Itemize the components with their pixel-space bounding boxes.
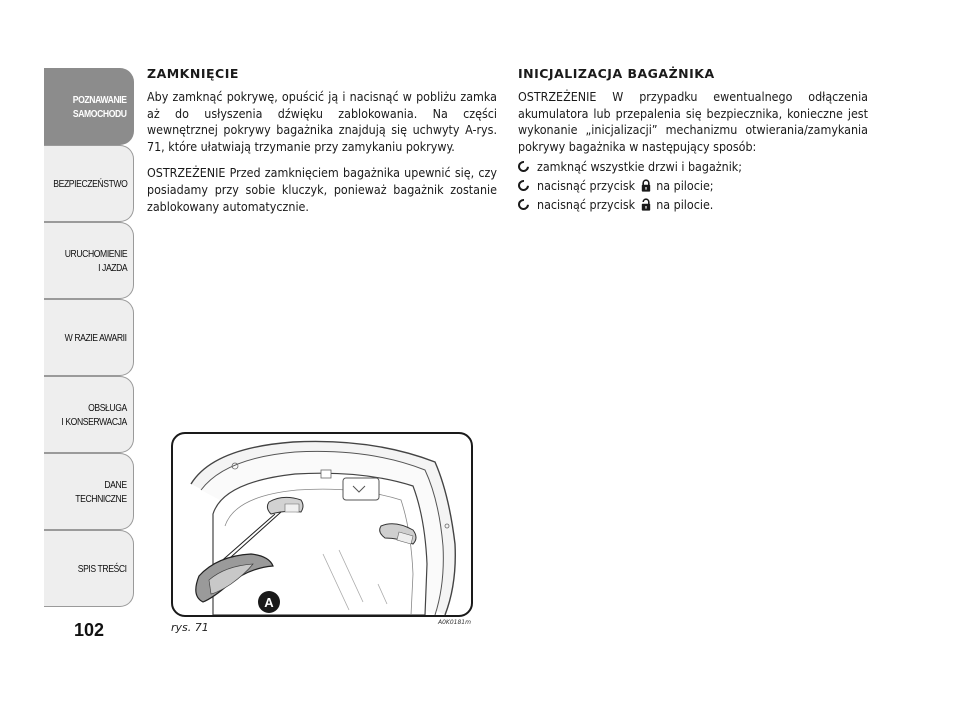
step-text: na pilocie; [656, 177, 714, 193]
step-text: nacisnąć przycisk [537, 196, 636, 212]
paragraph: Aby zamknąć pokrywę, opuścić ją i nacisnąć w pobliżu zamka aż do usłyszenia dźwięku zablokowania. Na części wewnętrznej pokrywy bagażnika znajdują się uchwyty A-rys. 71, które ułatwiają trzymanie przy zamykaniu pokrywy. [147, 88, 497, 155]
tab-label: DANE TECHNICZNE [75, 478, 127, 505]
bullet-icon [516, 178, 531, 193]
tab-poznawanie-samochodu[interactable] [44, 68, 134, 145]
tab-label: URUCHOMIENIE I JAZDA [64, 247, 127, 274]
tab-obsluga-i-konserwacja[interactable] [44, 376, 134, 453]
tab-label: W RAZIE AWARII [64, 331, 127, 344]
step-text: zamknąć wszystkie drzwi i bagażnik; [537, 158, 743, 174]
bullet-icon [516, 159, 531, 174]
trunk-lid-drawing [173, 434, 471, 615]
section-heading: INICJALIZACJA BAGAŻNIKA [518, 66, 715, 81]
tab-label: SPIS TREŚCI [78, 562, 127, 575]
warning-paragraph: OSTRZEŻENIE W przypadku ewentualnego odłączenia akumulatora lub przepalenia się bezpiecznika, konieczne jest wykonanie „inicjalizacji” mechanizmu otwierania/zamykania pokrywy bagażnika w następujący sposób: [518, 88, 868, 155]
section-closing [147, 66, 497, 224]
tab-label: POZNAWANIE SAMOCHODU [73, 93, 127, 120]
section-tabs [44, 68, 134, 607]
tab-dane-techniczne[interactable] [44, 453, 134, 530]
trunk-lid-illustration [171, 432, 473, 617]
list-item [518, 159, 868, 176]
tab-bezpieczenstwo[interactable] [44, 145, 134, 222]
step-text: nacisnąć przycisk [537, 177, 636, 193]
steps-list [518, 159, 868, 213]
lock-closed-icon [641, 179, 651, 192]
list-item [518, 197, 868, 214]
list-item [518, 178, 868, 195]
callout-label: A [264, 595, 274, 610]
tab-label: OBSŁUGA I KONSERWACJA [61, 401, 127, 428]
page-number: 102 [74, 620, 105, 640]
lock-open-icon [641, 198, 651, 211]
tab-w-razie-awarii[interactable] [44, 299, 134, 376]
tab-spis-tresci[interactable] [44, 530, 134, 607]
section-heading: ZAMKNIĘCIE [147, 66, 239, 81]
step-text: na pilocie. [656, 196, 714, 212]
tab-label: BEZPIECZEŃSTWO [52, 177, 127, 190]
figure-caption: rys. 71 [171, 621, 209, 634]
figure-code: A0K0181m [438, 619, 471, 626]
warning-paragraph: OSTRZEŻENIE Przed zamknięciem bagażnika upewnić się, czy posiadamy przy sobie kluczyk, ponieważ bagażnik zostanie zablokowany automatycznie. [147, 164, 497, 214]
section-trunk-initialization [518, 66, 868, 215]
tab-uruchomienie-i-jazda[interactable] [44, 222, 134, 299]
bullet-icon [516, 196, 531, 211]
